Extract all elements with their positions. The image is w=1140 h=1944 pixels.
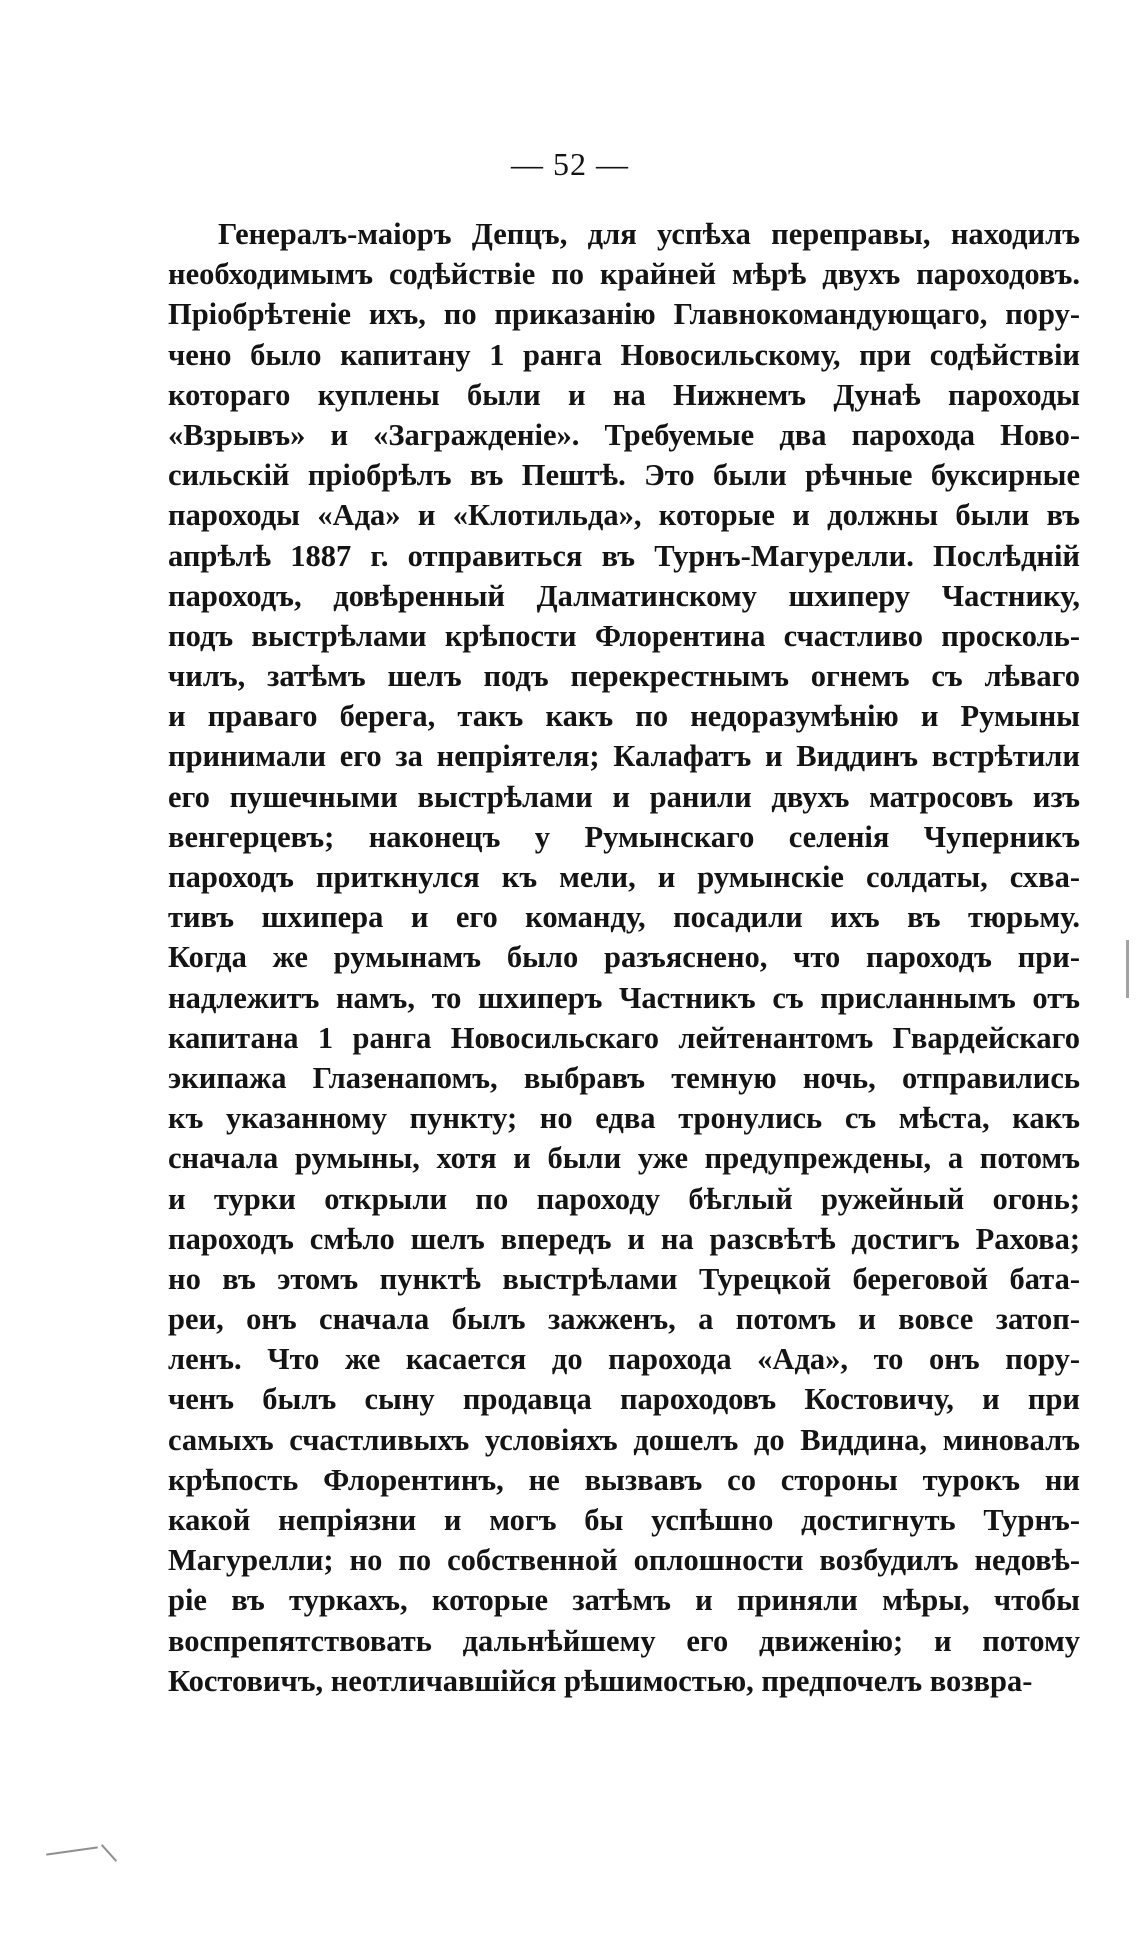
text-line: пароходъ приткнулся къ мели, и румынскіе солдаты, схва- <box>168 860 1080 894</box>
text-line: надлежитъ намъ, то шхиперъ Частникъ съ присланнымъ отъ <box>168 980 1080 1015</box>
text-line: экипажа Глазенапомъ, выбравъ темную ночь, отправились <box>168 1060 1080 1095</box>
text-line: чилъ, затѣмъ шелъ подъ перекрестнымъ огнемъ съ лѣваго <box>168 659 1080 694</box>
scan-mark <box>1126 940 1129 998</box>
text-line: венгерцевъ; наконецъ у Румынскаго селенія Чуперникъ <box>168 819 1080 854</box>
text-line: ріе въ туркахъ, которые затѣмъ и приняли мѣры, чтобы <box>168 1583 1080 1618</box>
text-line: «Взрывъ» и «Загражденіе». Требуемые два парохода Ново- <box>168 417 1080 452</box>
text-line: реи, онъ сначала былъ зажженъ, а потомъ и вовсе затоп- <box>168 1302 1080 1337</box>
scan-mark <box>46 1846 98 1855</box>
text-line: сильскій пріобрѣлъ въ Пештѣ. Это были рѣчные буксирные <box>168 458 1080 493</box>
text-line: ченъ былъ сыну продавца пароходовъ Костовичу, и при <box>168 1382 1080 1417</box>
text-line: сначала румыны, хотя и были уже предупреждены, а потомъ <box>168 1141 1080 1176</box>
scan-mark <box>101 1844 117 1862</box>
body-text <box>168 214 1080 1701</box>
text-line: Когда же румынамъ было разъяснено, что пароходъ при- <box>168 940 1080 975</box>
text-line: пароходы «Ада» и «Клотильда», которые и должны были въ <box>168 498 1080 533</box>
text-line: Генералъ-маіоръ Депцъ, для успѣха переправы, находилъ <box>218 217 1080 251</box>
text-line: чено было капитану 1 ранга Новосильскому, при содѣйствіи <box>168 337 1080 372</box>
text-line: къ указанному пункту; но едва тронулись съ мѣста, какъ <box>168 1101 1080 1136</box>
text-line: апрѣлѣ 1887 г. отправиться въ Турнъ-Магурелли. Послѣдній <box>168 538 1080 573</box>
text-line: капитана 1 ранга Новосильскаго лейтенантомъ Гвардейскаго <box>168 1020 1080 1055</box>
text-line: и праваго берега, такъ какъ по недоразумѣнію и Румыны <box>168 699 1080 734</box>
text-line: какой непріязни и могъ бы успѣшно достигнуть Турнъ- <box>168 1503 1080 1537</box>
text-line: но въ этомъ пунктѣ выстрѣлами Турецкой береговой бата- <box>168 1261 1080 1296</box>
text-line: необходимымъ содѣйствіе по крайней мѣрѣ двухъ пароходовъ. <box>168 257 1080 292</box>
text-line: воспрепятствовать дальнѣйшему его движенію; и потому <box>168 1623 1080 1658</box>
text-line: ленъ. Что же касается до парохода «Ада», то онъ пору- <box>168 1342 1080 1377</box>
text-line: его пушечными выстрѣлами и ранили двухъ матросовъ изъ <box>168 779 1080 814</box>
text-line: пароходъ, довѣренный Далматинскому шхиперу Частнику, <box>168 578 1080 613</box>
text-line: подъ выстрѣлами крѣпости Флорентина счастливо просколь- <box>168 618 1080 653</box>
text-line: Костовичъ, неотличавшійся рѣшимостью, предпочелъ возвра- <box>168 1663 1033 1698</box>
text-line: Магурелли; но по собственной оплошности возбудилъ недовѣ- <box>168 1543 1080 1578</box>
page-number: — 52 — <box>511 146 629 182</box>
text-line: котораго куплены были и на Нижнемъ Дунаѣ пароходы <box>168 377 1080 412</box>
text-line: тивъ шхипера и его команду, посадили ихъ въ тюрьму. <box>168 900 1080 935</box>
text-line: пароходъ смѣло шелъ впередъ и на разсвѣтѣ достигъ Рахова; <box>168 1221 1080 1256</box>
text-line: самыхъ счастливыхъ условіяхъ дошелъ до Виддина, миновалъ <box>168 1422 1080 1457</box>
text-line: и турки открыли по пароходу бѣглый ружейный огонь; <box>168 1181 1080 1216</box>
text-line: Пріобрѣтеніе ихъ, по приказанію Главнокомандующаго, пору- <box>168 297 1080 332</box>
text-line: принимали его за непріятеля; Калафатъ и Виддинъ встрѣтили <box>168 739 1080 774</box>
text-line: крѣпость Флорентинъ, не вызвавъ со стороны турокъ ни <box>168 1462 1080 1497</box>
